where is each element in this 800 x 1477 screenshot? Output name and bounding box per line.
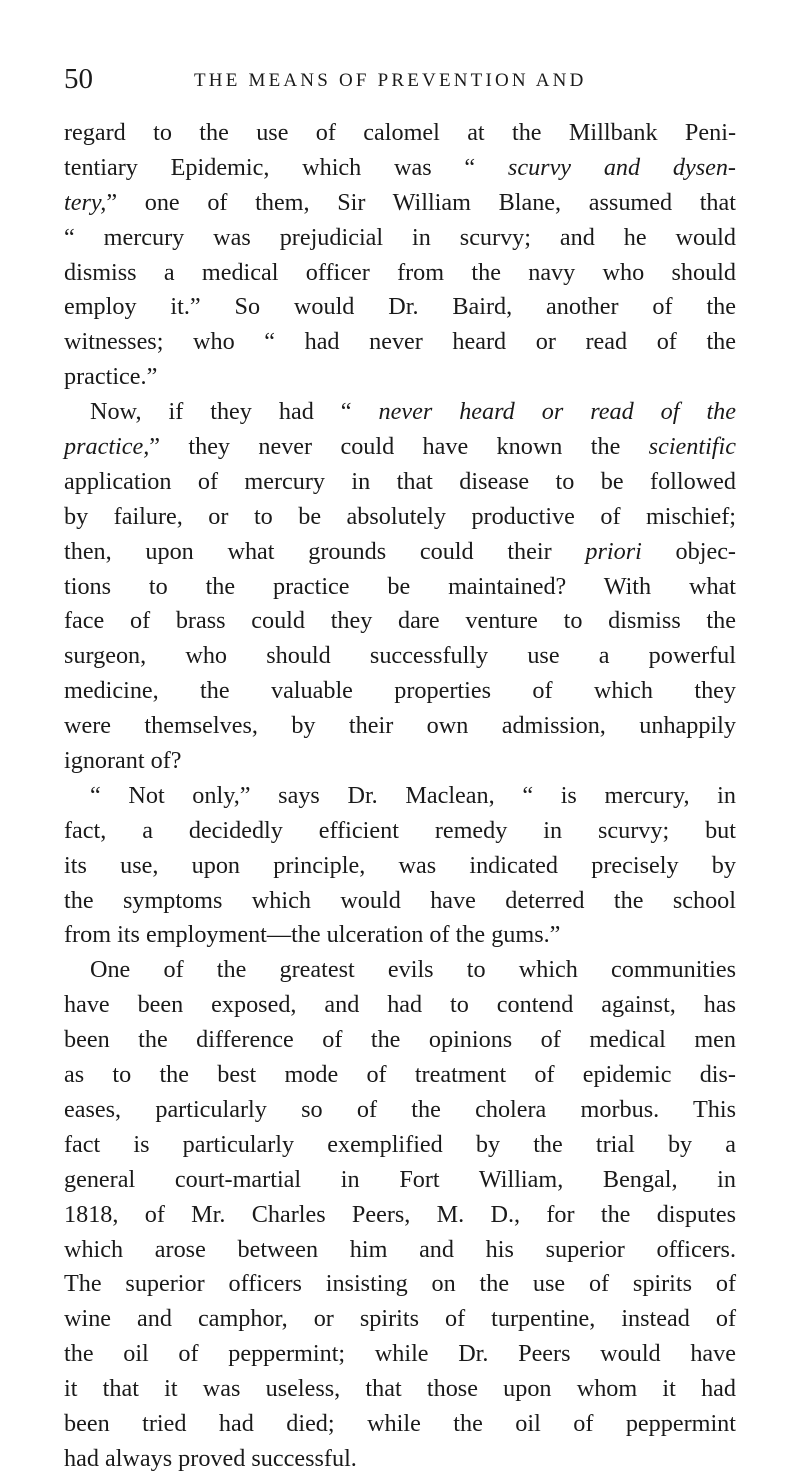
text-line: The superior officers insisting on the use of spirits of xyxy=(64,1270,736,1298)
text-line: witnesses; who “ had never heard or read of the xyxy=(64,328,736,356)
italic-text: scientific xyxy=(648,433,736,461)
text-line: the oil of peppermint; while Dr. Peers would have xyxy=(64,1340,736,1368)
italic-text: tery, xyxy=(64,188,107,216)
text-line: application of mercury in that disease to be followed xyxy=(64,467,736,495)
text-line xyxy=(64,430,736,465)
text-line: surgeon, who should successfully use a powerful xyxy=(64,642,736,670)
text-line: were themselves, by their own admission, unhappily xyxy=(64,712,736,740)
text-line xyxy=(64,535,736,570)
text-line: ignorant of? xyxy=(64,747,182,775)
text-line: which arose between him and his superior officers. xyxy=(64,1235,736,1263)
text-run: then, upon what grounds could their xyxy=(64,537,586,565)
text-line: fact is particularly exemplified by the trial by a xyxy=(64,1130,736,1158)
text-line: had always proved successful. xyxy=(64,1444,357,1472)
text-run: Now, if they had “ xyxy=(90,398,379,426)
text-line: been tried had died; while the oil of peppermint xyxy=(64,1409,736,1437)
text-line xyxy=(64,395,736,430)
text-line: tions to the practice be maintained? With what xyxy=(64,572,736,600)
text-line: been the difference of the opinions of medical men xyxy=(64,1026,736,1054)
text-line: wine and camphor, or spirits of turpentine, instead of xyxy=(64,1305,736,1333)
text-line: it that it was useless, that those upon whom it had xyxy=(64,1375,736,1403)
text-line: practice.” xyxy=(64,363,158,391)
running-head xyxy=(64,62,744,96)
text-line: have been exposed, and had to contend against, has xyxy=(64,991,736,1019)
text-line: general court-martial in Fort William, Bengal, in xyxy=(64,1165,736,1193)
text-line: regard to the use of calomel at the Millbank Peni- xyxy=(64,119,736,146)
text-run: ” one of them, Sir William Blane, assumed that xyxy=(106,188,736,216)
text-line: medicine, the valuable properties of which they xyxy=(64,677,736,705)
text-line: dismiss a medical officer from the navy who should xyxy=(64,258,736,286)
page-number: 50 xyxy=(64,63,93,95)
text-line: employ it.” So would Dr. Baird, another of the xyxy=(64,293,736,321)
text-run: ” they never could have known the xyxy=(149,433,649,461)
italic-text: never heard or read of the xyxy=(378,398,736,426)
body-text xyxy=(64,116,736,1477)
text-line: “ Not only,” says Dr. Maclean, “ is mercury, in xyxy=(90,781,736,809)
text-line: as to the best mode of treatment of epidemic dis- xyxy=(64,1061,736,1089)
text-line: eases, particularly so of the cholera morbus. This xyxy=(64,1095,736,1123)
text-line: “ mercury was prejudicial in scurvy; and he would xyxy=(64,223,736,251)
text-line xyxy=(64,186,736,221)
text-line: its use, upon principle, was indicated precisely by xyxy=(64,851,736,879)
italic-text: scurvy and dysen- xyxy=(507,153,736,181)
text-line: 1818, of Mr. Charles Peers, M. D., for the disputes xyxy=(64,1200,736,1228)
text-line: fact, a decidedly efficient remedy in scurvy; but xyxy=(64,816,736,844)
italic-text: practice, xyxy=(64,433,150,461)
running-head-title: THE MEANS OF PREVENTION AND xyxy=(194,70,587,91)
italic-text: priori xyxy=(585,537,642,565)
text-line: from its employment—the ulceration of the gums.” xyxy=(64,921,561,949)
text-line xyxy=(64,151,736,186)
text-run: objec- xyxy=(641,537,736,565)
text-line: by failure, or to be absolutely productive of mischief; xyxy=(64,502,736,530)
text-run: tentiary Epidemic, which was “ xyxy=(64,153,508,181)
text-line: the symptoms which would have deterred the school xyxy=(64,886,736,914)
text-line: One of the greatest evils to which communities xyxy=(90,956,736,984)
text-line: face of brass could they dare venture to dismiss the xyxy=(64,607,736,635)
